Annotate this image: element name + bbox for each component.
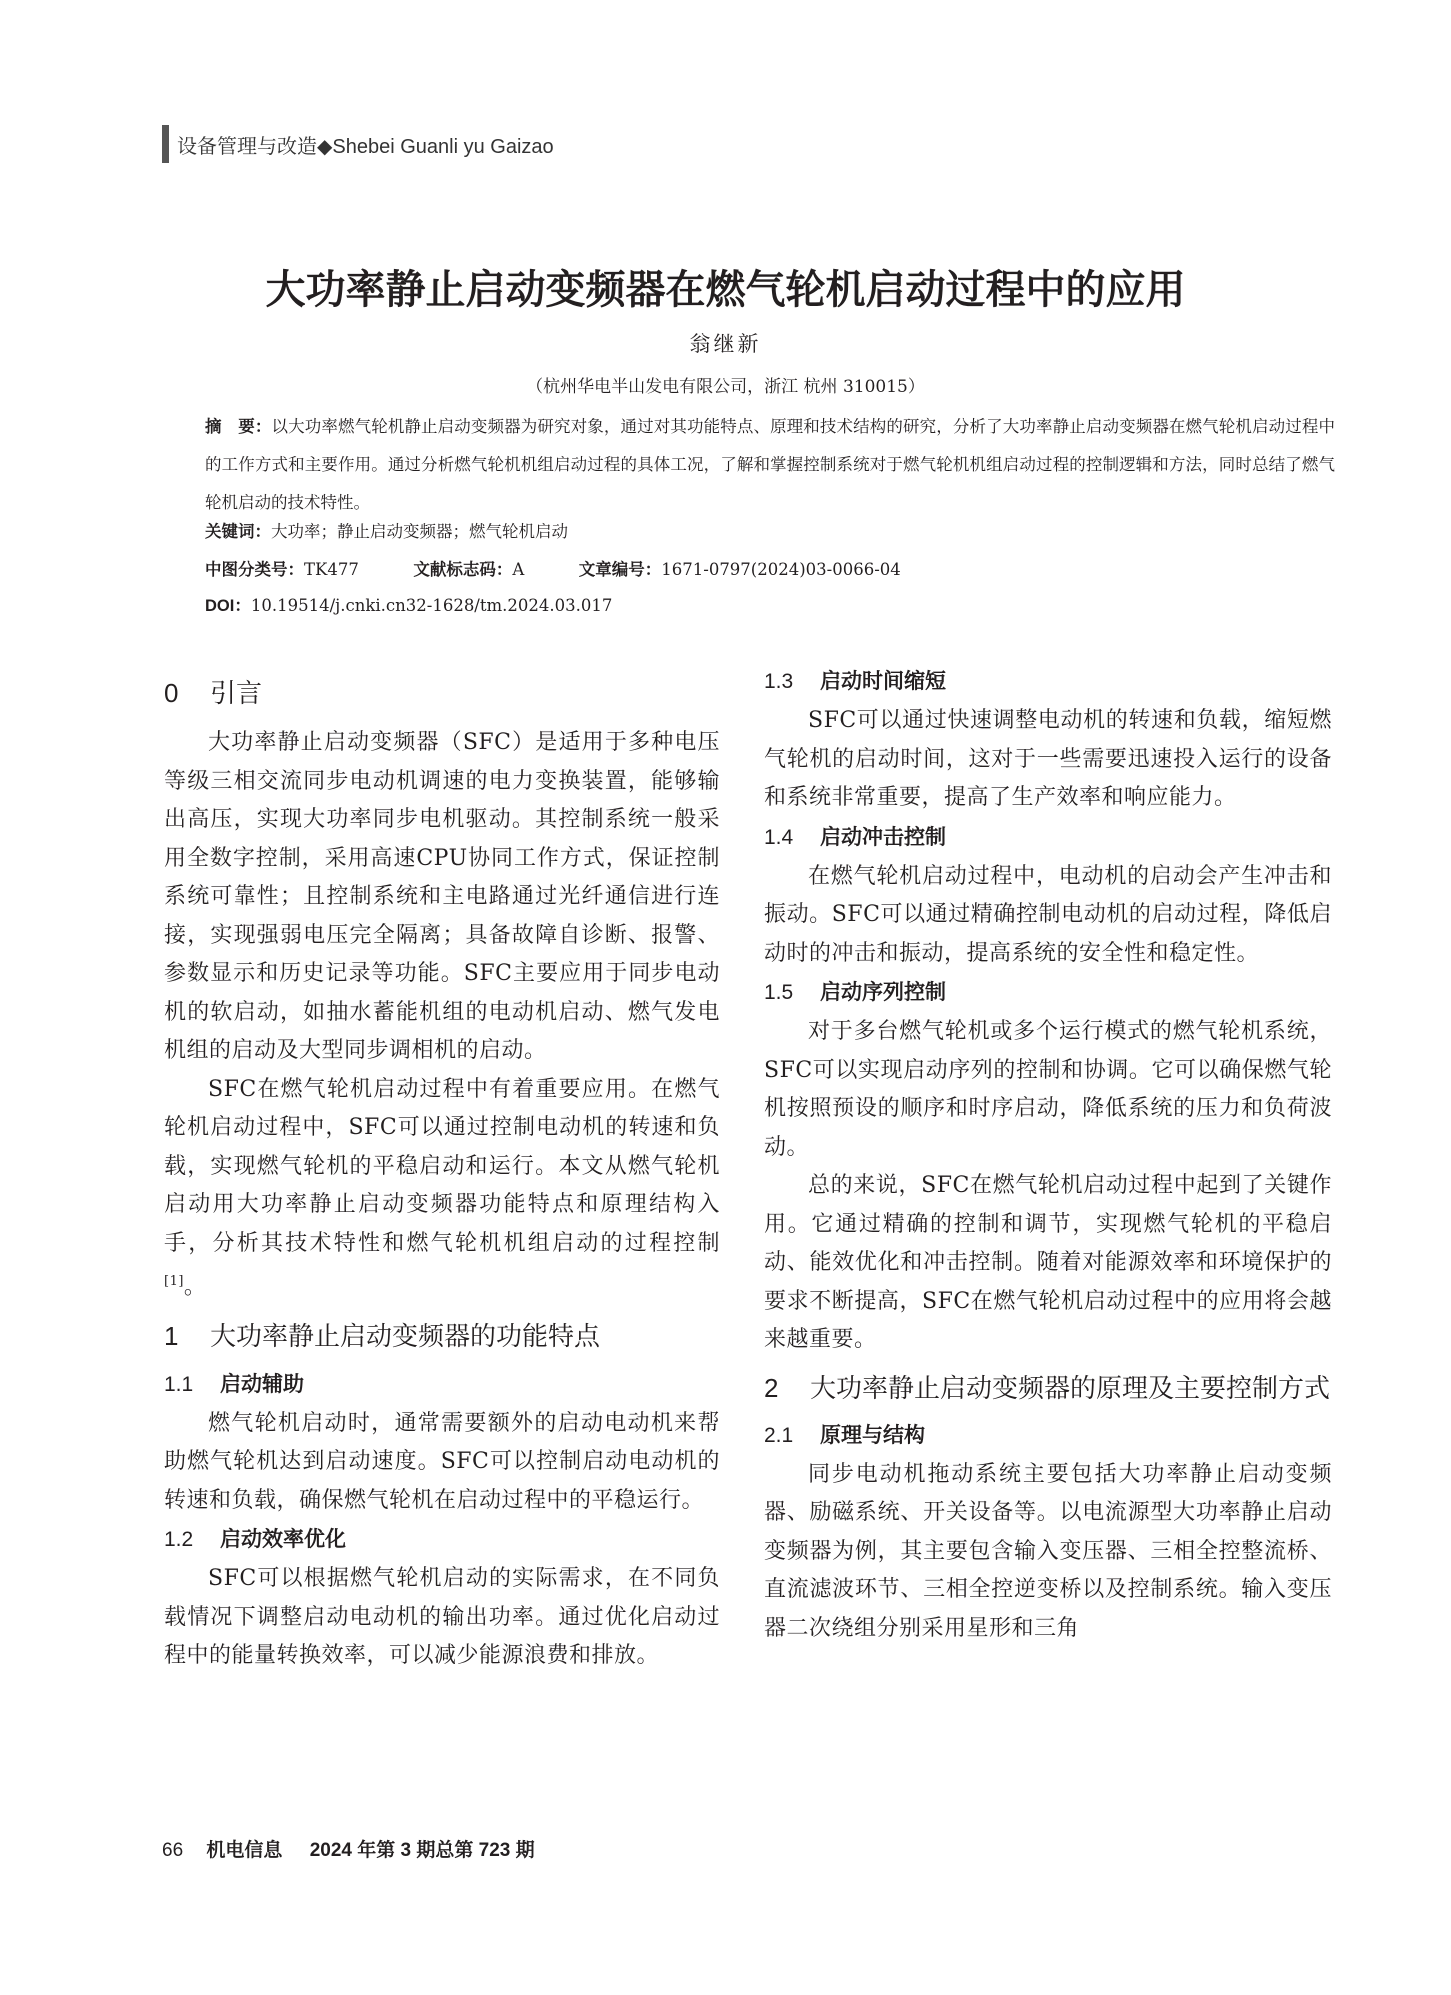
- intro-paragraph-2: [164, 1071, 720, 1307]
- doi-label: DOI：: [205, 597, 251, 615]
- section-number: 1: [164, 1320, 179, 1351]
- section-1-5-paragraph-2: 总的来说，SFC在燃气轮机启动过程中起到了关键作用。它通过精确的控制和调节，实现燃气轮机的平稳启动、能效优化和冲击控制。随着对能源效率和环境保护的要求不断提高，SFC在燃气轮机启动过程中的应用将会越来越重要。: [764, 1173, 1332, 1352]
- keywords-label: 关键词：: [205, 523, 271, 541]
- page-number: 66: [162, 1840, 184, 1861]
- section-1-heading: [164, 1313, 720, 1359]
- section-title: 大功率静止启动变频器的原理及主要控制方式: [810, 1372, 1331, 1403]
- article-number-value: 1671-0797(2024)03-0066-04: [661, 560, 901, 579]
- subsection-number: 1.2: [164, 1528, 194, 1552]
- section-1-1-heading: [164, 1367, 720, 1403]
- abstract-text: 以大功率燃气轮机静止启动变频器为研究对象，通过对其功能特点、原理和技术结构的研究，分析了大功率静止启动变频器在燃气轮机启动过程中的工作方式和主要作用。通过分析燃气轮机机组启动过程的具体工况，了解和掌握控制系统对于燃气轮机机组启动过程的控制逻辑和方法，同时总结了燃气轮机启动的技术特性。: [205, 417, 1336, 512]
- section-1-1-paragraph: 燃气轮机启动时，通常需要额外的启动电动机来帮助燃气轮机达到启动速度。SFC可以控制启动电动机的转速和负载，确保燃气轮机在启动过程中的平稳运行。: [164, 1410, 720, 1513]
- section-0-heading: [164, 670, 720, 716]
- subsection-title: 原理与结构: [820, 1423, 925, 1447]
- section-1-4-heading: [764, 820, 1332, 856]
- section-1-2-heading: [164, 1522, 720, 1558]
- section-1-2-paragraph: SFC可以根据燃气轮机启动的实际需求，在不同负载情况下调整启动电动机的输出功率。通过优化启动过程中的能量转换效率，可以减少能源浪费和排放。: [164, 1566, 720, 1669]
- abstract: [205, 408, 1335, 522]
- doi-line: [205, 592, 612, 616]
- subsection-number: 1.3: [764, 670, 794, 693]
- section-1-3-paragraph: SFC可以通过快速调整电动机的转速和负载，缩短燃气轮机的启动时间，这对于一些需要迅速投入运行的设备和系统非常重要，提高了生产效率和响应能力。: [764, 708, 1332, 810]
- subsection-number: 1.1: [164, 1372, 194, 1396]
- subsection-title: 启动效率优化: [220, 1528, 346, 1552]
- section-number: 2: [764, 1372, 779, 1403]
- section-1-5-paragraph-1: 对于多台燃气轮机或多个运行模式的燃气轮机系统，SFC可以实现启动序列的控制和协调。它可以确保燃气轮机按照预设的顺序和时序启动，降低系统的压力和负荷波动。: [764, 1019, 1332, 1160]
- section-2-heading: [764, 1366, 1332, 1410]
- intro-paragraph-2-text: SFC在燃气轮机启动过程中有着重要应用。在燃气轮机启动过程中，SFC可以通过控制电动机的转速和负载，实现燃气轮机的平稳启动和运行。本文从燃气轮机启动用大功率静止启动变频器功能特点和原理结构入手，分析其技术特性和燃气轮机机组启动的过程控制: [164, 1076, 720, 1256]
- section-1-5-heading: [764, 975, 1332, 1011]
- section-title: 大功率静止启动变频器的功能特点: [210, 1320, 601, 1351]
- section-1-3-heading: [764, 664, 1332, 700]
- left-column: [164, 664, 720, 1676]
- clc-value: TK477: [304, 560, 359, 579]
- article-number-label: 文章编号：: [578, 561, 662, 579]
- subsection-title: 启动时间缩短: [820, 670, 946, 693]
- subsection-title: 启动序列控制: [820, 981, 946, 1004]
- issue-info: 2024 年第 3 期总第 723 期: [309, 1840, 535, 1861]
- subsection-number: 1.4: [764, 825, 794, 849]
- intro-paragraph-1: 大功率静止启动变频器（SFC）是适用于多种电压等级三相交流同步电动机调速的电力变换装置，能够输出高压，实现大功率同步电机驱动。其控制系统一般采用全数字控制，采用高速CPU协同工作方式，保证控制系统可靠性；且控制系统和主电路通过光纤通信进行连接，实现强弱电压完全隔离；具备故障自诊断、报警、参数显示和历史记录等功能。SFC主要应用于同步电动机的软启动，如抽水蓄能机组的电动机启动、燃气发电机组的启动及大型同步调相机的启动。: [164, 730, 720, 1063]
- journal-name: 机电信息: [206, 1840, 283, 1861]
- doc-code-label: 文献标志码：: [413, 561, 513, 579]
- doc-code-value: A: [512, 560, 525, 579]
- section-2-1-heading: [764, 1418, 1332, 1454]
- section-title: 引言: [210, 678, 263, 708]
- section-number: 0: [164, 678, 179, 708]
- subsection-number: 1.5: [764, 981, 794, 1004]
- subsection-title: 启动辅助: [220, 1372, 304, 1396]
- clc-label: 中图分类号：: [205, 561, 304, 579]
- author: 翁继新: [689, 332, 762, 356]
- intro-paragraph-2-end: 。: [183, 1274, 207, 1300]
- article-title: 大功率静止启动变频器在燃气轮机启动过程中的应用: [265, 268, 1186, 312]
- abstract-label: 摘 要：: [205, 418, 272, 436]
- classification-line: [205, 556, 901, 580]
- page-footer: [162, 1835, 535, 1862]
- doi-value: 10.19514/j.cnki.cn32-1628/tm.2024.03.017: [250, 596, 613, 615]
- subsection-number: 2.1: [764, 1423, 794, 1447]
- subsection-title: 启动冲击控制: [820, 825, 946, 849]
- affiliation: （杭州华电半山发电有限公司，浙江 杭州 310015）: [526, 377, 925, 397]
- right-column: [764, 662, 1332, 1648]
- section-1-4-paragraph: 在燃气轮机启动过程中，电动机的启动会产生冲击和振动。SFC可以通过精确控制电动机的启动过程，降低启动时的冲击和振动，提高系统的安全性和稳定性。: [764, 863, 1332, 966]
- keywords-text: 大功率；静止启动变频器；燃气轮机启动: [271, 522, 568, 541]
- citation-ref: [1]: [164, 1274, 184, 1289]
- header-bar: [162, 125, 169, 163]
- section-2-1-paragraph: 同步电动机拖动系统主要包括大功率静止启动变频器、励磁系统、开关设备等。以电流源型大功率静止启动变频器为例，其主要包含输入变压器、三相全控整流桥、直流滤波环节、三相全控逆变桥以及控制系统。输入变压器二次绕组分别采用星形和三角: [764, 1461, 1332, 1641]
- keywords: [205, 518, 568, 542]
- journal-section-title: 设备管理与改造◆Shebei Guanli yu Gaizao: [177, 135, 554, 158]
- running-header: [162, 126, 554, 162]
